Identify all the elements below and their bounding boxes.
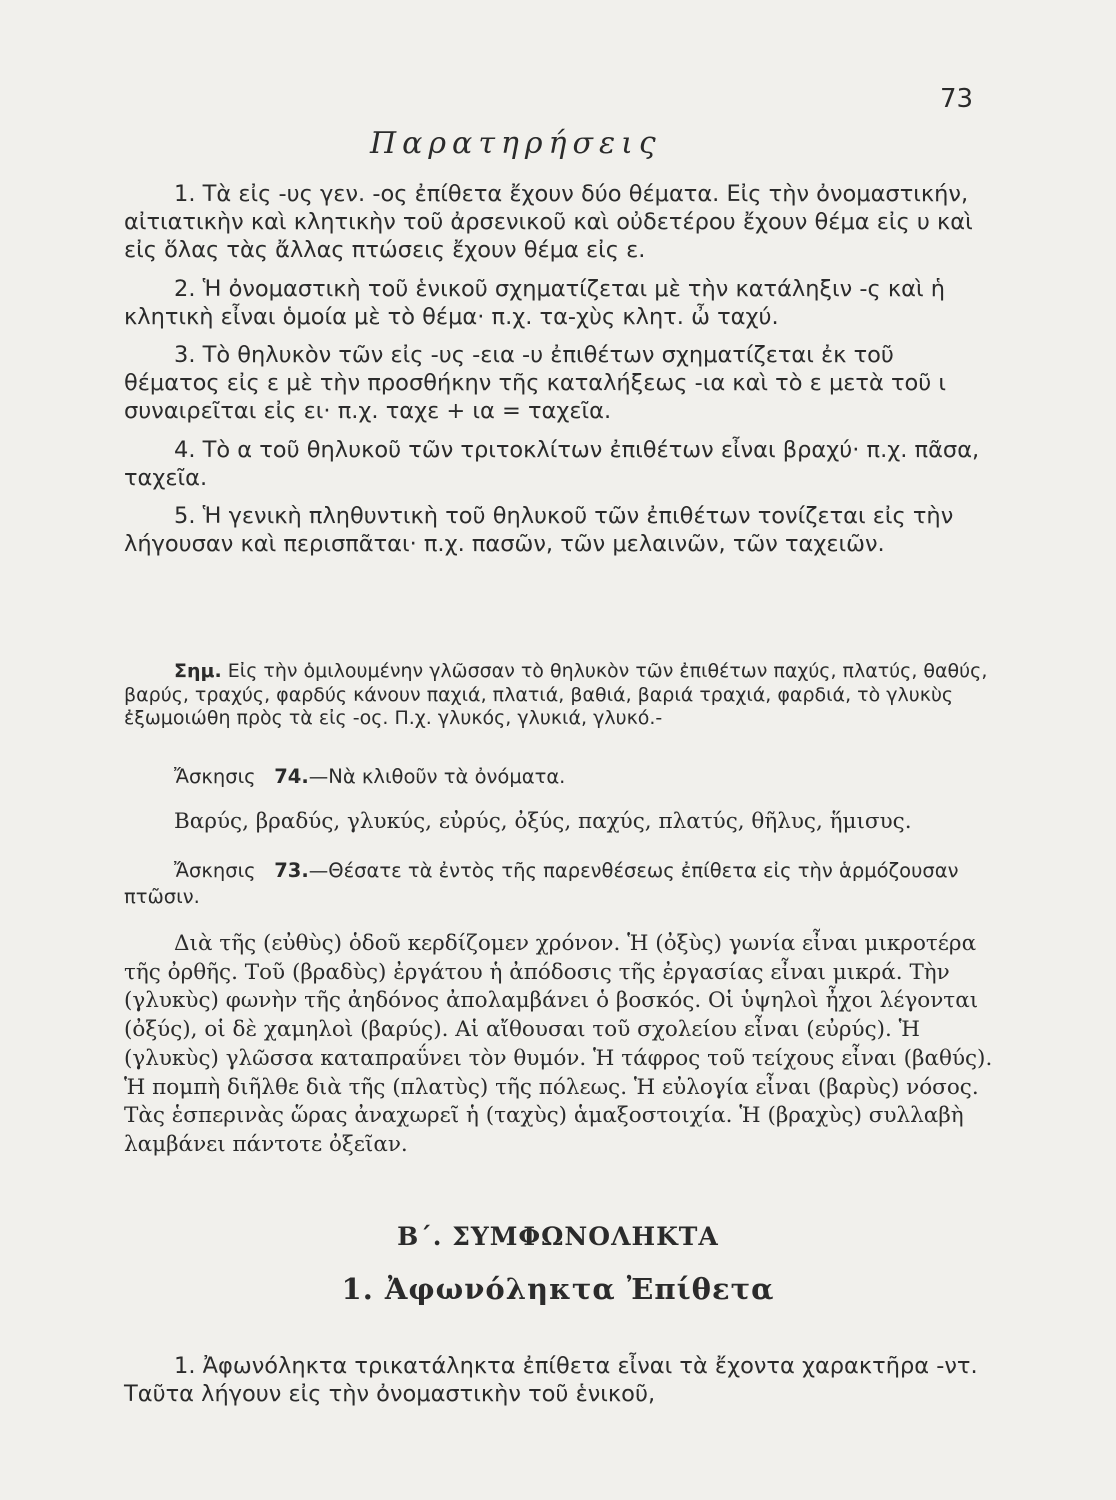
subsection-title: 1. Ἀφωνόληκτα Ἐπίθετα [341, 1272, 775, 1306]
remarks-heading: Παρατηρήσεις [370, 126, 662, 161]
exercise-73-paragraph-1: Διὰ τῆς (εὐθὺς) ὁδοῦ κερδίζομεν χρόνον. Ἡ (ὀξὺς) γωνία εἶναι μικροτέρα τῆς ὀρθῆς. Τοῦ (βραδὺς) ἐργάτου ἡ ἀπόδοσις τῆς ἐργασίας εἶναι μικρά. Τὴν (γλυκὺς) φωνὴν τῆς ἀηδόνος ἀπολαμβάνει ὁ βοσκός. Οἱ ὑψηλοὶ ἦχοι λέγονται (ὀξύς), οἱ δὲ χαμηλοὶ (βαρύς). Αἱ αἴθουσαι τοῦ σχολείου εἶναι (εὐρύς). Ἡ (γλυκὺς) γλῶσσα καταπραΰνει τὸν θυμόν. Ἡ τάφρος τοῦ τείχους εἶναι (βαθύς). [124, 931, 993, 1071]
remark-3: 3. Τὸ θηλυκὸν τῶν εἰς -υς -εια -υ ἐπιθέτων σχηματίζεται ἐκ τοῦ θέματος εἰς ε μὲ τὴν προσθήκην τῆς καταλήξεως -ια καὶ τὸ ε μετὰ τοῦ ι συναιρεῖται εἰς ει· π.χ. ταχε + ια = ταχεῖα. [124, 342, 947, 425]
exercise-73-body [124, 930, 996, 1160]
exercise-73-instruction: —Θέσατε τὰ ἐντὸς τῆς παρενθέσεως ἐπίθετα εἰς τὴν ἁρμόζουσαν πτῶσιν. [124, 859, 959, 908]
exercise-73-paragraph-2: Ἡ πομπὴ διῆλθε διὰ τῆς (πλατὺς) τῆς πόλεως. Ἡ εὐλογία εἶναι (βαρὺς) νόσος. Τὰς ἑσπερινὰς ὥρας ἀναχωρεῖ ἡ (ταχὺς) ἁμαξοστοιχία. Ἡ (βραχὺς) συλλαβὴ λαμβάνει πάντοτε ὀξεῖαν. [124, 1074, 979, 1157]
remark-2: 2. Ἡ ὀνομαστικὴ τοῦ ἑνικοῦ σχηματίζεται μὲ τὴν κατάληξιν -ς καὶ ἡ κλητικὴ εἶναι ὁμοία μὲ τὸ θέμα· π.χ. τα-χὺς κλητ. ὦ ταχύ. [124, 275, 945, 330]
remark-5: 5. Ἡ γενικὴ πληθυντικὴ τοῦ θηλυκοῦ τῶν ἐπιθέτων τονίζεται εἰς τὴν λήγουσαν καὶ περισπᾶται· π.χ. πασῶν, τῶν μελαινῶν, τῶν ταχειῶν. [124, 503, 954, 558]
note-text: Εἰς τὴν ὁμιλουμένην γλῶσσαν τὸ θηλυκὸν τῶν ἐπιθέτων παχύς, πλατύς, θαθύς, βαρύς, τραχύς, φαρδύς κάνουν παχιά, πλατιά, βαθιά, βαριά τραχιά, φαρδιά, τὸ γλυκὺς ἐξωμοιώθη πρὸς τὰ εἰς -ος. Π.χ. γλυκός, γλυκιά, γλυκό.- [124, 660, 988, 730]
exercise-73-heading [124, 858, 996, 910]
remark-4: 4. Τὸ α τοῦ θηλυκοῦ τῶν τριτοκλίτων ἐπιθέτων εἶναι βραχύ· π.χ. πᾶσα, ταχεῖα. [124, 436, 980, 491]
final-paragraph: 1. Ἀφωνόληκτα τρικατάληκτα ἐπίθετα εἶναι τὰ ἔχοντα χαρακτῆρα -ντ. Ταῦτα λήγουν εἰς τὴν ὀνομαστικὴν τοῦ ἑνικοῦ, [124, 1353, 978, 1408]
note-block [124, 660, 996, 731]
exercise-74-words: Βαρύς, βραδύς, γλυκύς, εὐρύς, ὀξύς, παχύς, πλατύς, θῆλυς, ἥμισυς. [174, 809, 912, 834]
exercise-74-number: 74. [274, 765, 309, 788]
section-title: Β΄. ΣΥΜΦΩΝΟΛΗΚΤΑ [397, 1222, 719, 1251]
exercise-73-label: Ἄσκησις [174, 859, 256, 882]
exercise-74-instruction: —Νὰ κλιθοῦν τὰ ὀνόματα. [308, 765, 566, 788]
exercise-73-number: 73. [274, 859, 309, 882]
exercise-74-label: Ἄσκησις [174, 765, 256, 788]
remark-1: 1. Τὰ εἰς -υς γεν. -ος ἐπίθετα ἔχουν δύο θέματα. Εἰς τὴν ὀνομαστικήν, αἰτιατικὴν καὶ κλητικὴν τοῦ ἀρσενικοῦ καὶ οὐδετέρου ἔχουν θέμα εἰς υ καὶ εἰς ὅλας τὰς ἄλλας πτώσεις ἔχουν θέμα εἰς ε. [124, 181, 973, 264]
exercise-74-heading [124, 764, 996, 790]
remarks-section [124, 180, 996, 558]
note-label: Σημ. [174, 660, 222, 682]
page-number: 73 [940, 84, 974, 114]
